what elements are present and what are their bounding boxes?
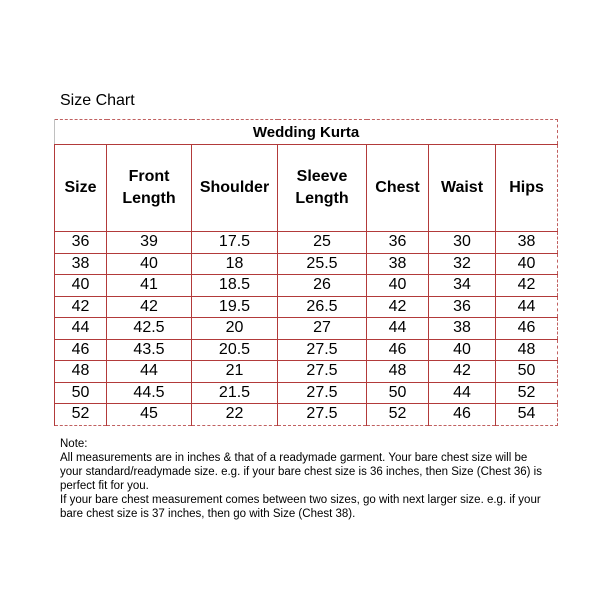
table-cell: 46 xyxy=(367,339,429,361)
table-cell: 41 xyxy=(107,275,192,297)
table-row xyxy=(55,232,558,254)
table-cell: 44.5 xyxy=(107,382,192,404)
column-header-line: Size xyxy=(64,179,97,196)
table-cell: 42 xyxy=(107,296,192,318)
table-cell: 45 xyxy=(107,404,192,426)
table-cell: 46 xyxy=(429,404,496,426)
table-cell: 38 xyxy=(496,232,558,254)
column-header xyxy=(278,145,367,232)
table-cell: 44 xyxy=(496,296,558,318)
column-header-line: Waist xyxy=(440,179,484,196)
table-cell: 21.5 xyxy=(192,382,278,404)
table-cell: 36 xyxy=(429,296,496,318)
table-cell: 50 xyxy=(496,361,558,383)
table-row xyxy=(55,253,558,275)
table-cell: 48 xyxy=(55,361,107,383)
table-cell: 27 xyxy=(278,318,367,340)
table-body xyxy=(55,232,558,426)
table-cell: 46 xyxy=(55,339,107,361)
table-cell: 18 xyxy=(192,253,278,275)
table-cell: 19.5 xyxy=(192,296,278,318)
table-header-row xyxy=(55,145,558,232)
table-cell: 44 xyxy=(107,361,192,383)
table-row xyxy=(55,318,558,340)
note-line-between-sizes: If your bare chest measurement comes between two sizes, go with next larger size. e.g. if your bare chest size is 37 inches, then go with Size (Chest 38). xyxy=(60,494,541,520)
table-cell: 27.5 xyxy=(278,404,367,426)
table-title-row xyxy=(55,120,558,145)
column-header xyxy=(192,145,278,232)
note-section xyxy=(60,437,550,521)
table-cell: 42.5 xyxy=(107,318,192,340)
table-cell: 30 xyxy=(429,232,496,254)
table-row xyxy=(55,382,558,404)
column-header-line: Hips xyxy=(509,179,544,196)
table-cell: 20.5 xyxy=(192,339,278,361)
table-cell: 42 xyxy=(429,361,496,383)
table-cell: 22 xyxy=(192,404,278,426)
table-cell: 48 xyxy=(367,361,429,383)
table-cell: 18.5 xyxy=(192,275,278,297)
table-cell: 52 xyxy=(55,404,107,426)
table-cell: 21 xyxy=(192,361,278,383)
table-cell: 42 xyxy=(367,296,429,318)
column-header xyxy=(367,145,429,232)
table-cell: 38 xyxy=(367,253,429,275)
size-chart-heading: Size Chart xyxy=(60,92,135,109)
table-cell: 40 xyxy=(367,275,429,297)
table-cell: 26 xyxy=(278,275,367,297)
column-header-line: Length xyxy=(122,190,176,207)
note-label: Note: xyxy=(60,438,88,450)
table-cell: 40 xyxy=(107,253,192,275)
table-cell: 36 xyxy=(55,232,107,254)
table-cell: 52 xyxy=(496,382,558,404)
table-cell: 38 xyxy=(429,318,496,340)
table-cell: 27.5 xyxy=(278,339,367,361)
table-cell: 36 xyxy=(367,232,429,254)
table-cell: 54 xyxy=(496,404,558,426)
table-cell: 50 xyxy=(55,382,107,404)
size-table xyxy=(54,119,558,426)
table-cell: 32 xyxy=(429,253,496,275)
table-row xyxy=(55,296,558,318)
table-cell: 42 xyxy=(496,275,558,297)
table-cell: 38 xyxy=(55,253,107,275)
column-header-line: Chest xyxy=(375,179,420,196)
table-cell: 40 xyxy=(496,253,558,275)
table-cell: 48 xyxy=(496,339,558,361)
column-header xyxy=(496,145,558,232)
table-cell: 44 xyxy=(55,318,107,340)
note-line-measurements: All measurements are in inches & that of a readymade garment. Your bare chest size will be your standard/readymade size. e.g. if your bare chest size is 36 inches, then Size (Chest 36) is perfect fit for you. xyxy=(60,452,542,492)
column-header-line: Sleeve xyxy=(296,168,348,185)
table-cell: 39 xyxy=(107,232,192,254)
table-title: Wedding Kurta xyxy=(55,120,558,145)
table-cell: 52 xyxy=(367,404,429,426)
table-row xyxy=(55,361,558,383)
table-cell: 27.5 xyxy=(278,361,367,383)
table-cell: 43.5 xyxy=(107,339,192,361)
table-cell: 27.5 xyxy=(278,382,367,404)
table-row xyxy=(55,275,558,297)
column-header xyxy=(55,145,107,232)
table-cell: 42 xyxy=(55,296,107,318)
table-cell: 34 xyxy=(429,275,496,297)
table-cell: 25 xyxy=(278,232,367,254)
column-header-line: Front xyxy=(128,168,170,185)
table-cell: 40 xyxy=(55,275,107,297)
table-cell: 44 xyxy=(367,318,429,340)
table-cell: 26.5 xyxy=(278,296,367,318)
column-header xyxy=(107,145,192,232)
column-header-line: Length xyxy=(295,190,349,207)
table-cell: 50 xyxy=(367,382,429,404)
table-cell: 46 xyxy=(496,318,558,340)
table-cell: 40 xyxy=(429,339,496,361)
table-cell: 20 xyxy=(192,318,278,340)
column-header xyxy=(429,145,496,232)
column-header-line: Shoulder xyxy=(199,179,270,196)
table-row xyxy=(55,404,558,426)
table-cell: 17.5 xyxy=(192,232,278,254)
table-cell: 25.5 xyxy=(278,253,367,275)
table-cell: 44 xyxy=(429,382,496,404)
table-row xyxy=(55,339,558,361)
